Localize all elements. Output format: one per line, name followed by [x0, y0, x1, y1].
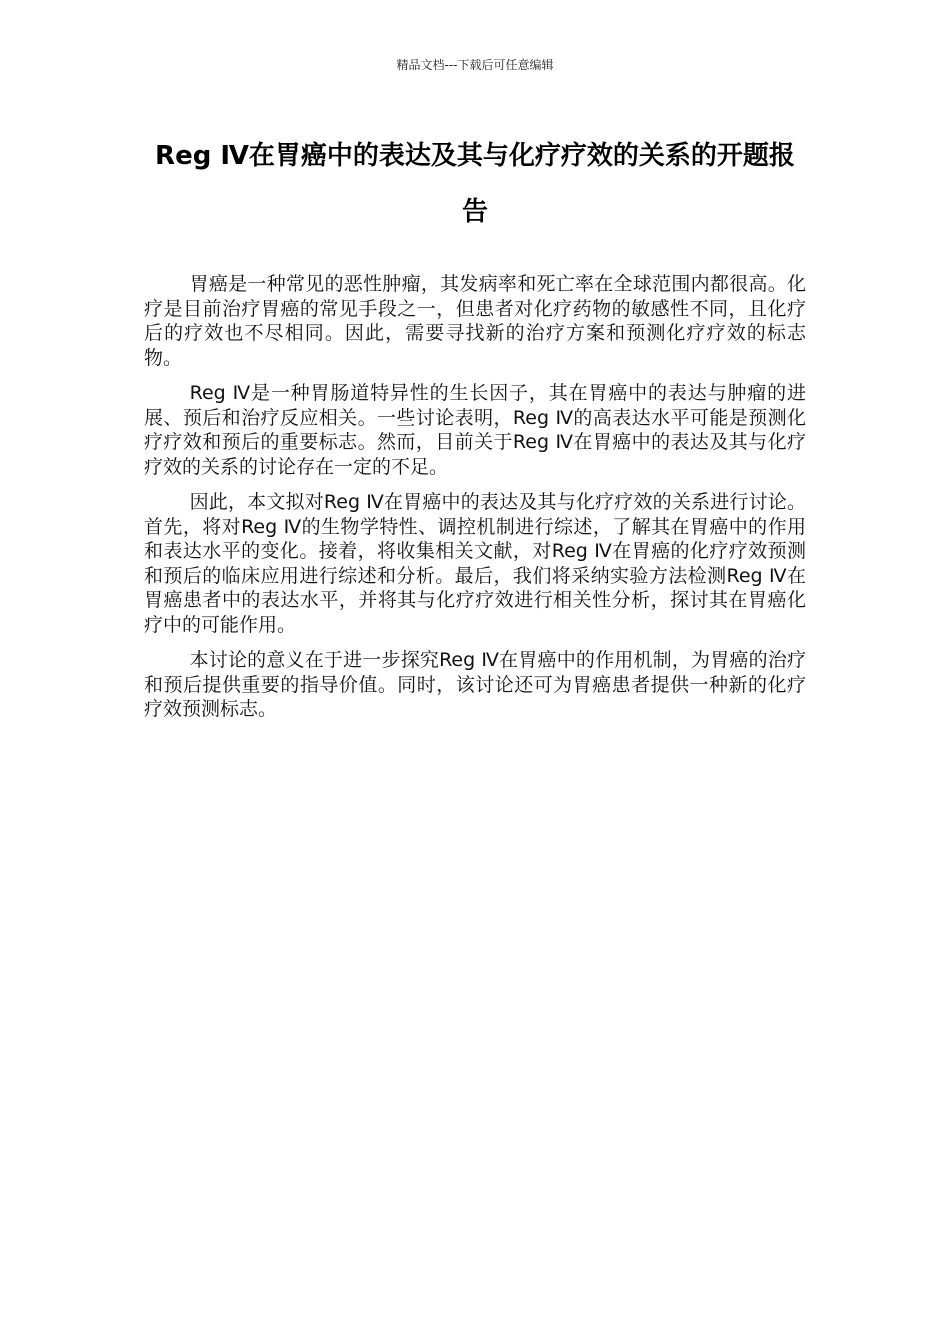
document-title: Reg Ⅳ在胃癌中的表达及其与化疗疗效的关系的开题报告 [155, 141, 795, 227]
paragraph: 胃癌是一种常见的恶性肿瘤，其发病率和死亡率在全球范围内都很高。化疗是目前治疗胃癌的常见手段之一，但患者对化疗药物的敏感性不同，且化疗后的疗效也不尽相同。因此，需要寻找新的治疗方案和预测化疗疗效的标志物。 [144, 273, 806, 369]
paragraph: Reg Ⅳ是一种胃肠道特异性的生长因子，其在胃癌中的表达与肿瘤的进展、预后和治疗反应相关。一些讨论表明，Reg Ⅳ的高表达水平可能是预测化疗疗效和预后的重要标志。然而，目前关于Reg Ⅳ在胃癌中的表达及其与化疗疗效的关系的讨论存在一定的不足。 [144, 382, 806, 478]
document-body [144, 272, 806, 733]
paragraph: 本讨论的意义在于进一步探究Reg Ⅳ在胃癌中的作用机制，为胃癌的治疗和预后提供重要的指导价值。同时，该讨论还可为胃癌患者提供一种新的化疗疗效预测标志。 [144, 649, 806, 720]
paragraph: 因此，本文拟对Reg Ⅳ在胃癌中的表达及其与化疗疗效的关系进行讨论。首先，将对Reg Ⅳ的生物学特性、调控机制进行综述，了解其在胃癌中的作用和表达水平的变化。接着，将收集相关文献，对Reg Ⅳ在胃癌的化疗疗效预测和预后的临床应用进行综述和分析。最后，我们将采纳实验方法检测Reg Ⅳ在胃癌患者中的表达水平，并将其与化疗疗效进行相关性分析，探讨其在胃癌化疗中的可能作用。 [144, 491, 806, 636]
header-note: 精品文档---下载后可任意编辑 [396, 58, 554, 72]
